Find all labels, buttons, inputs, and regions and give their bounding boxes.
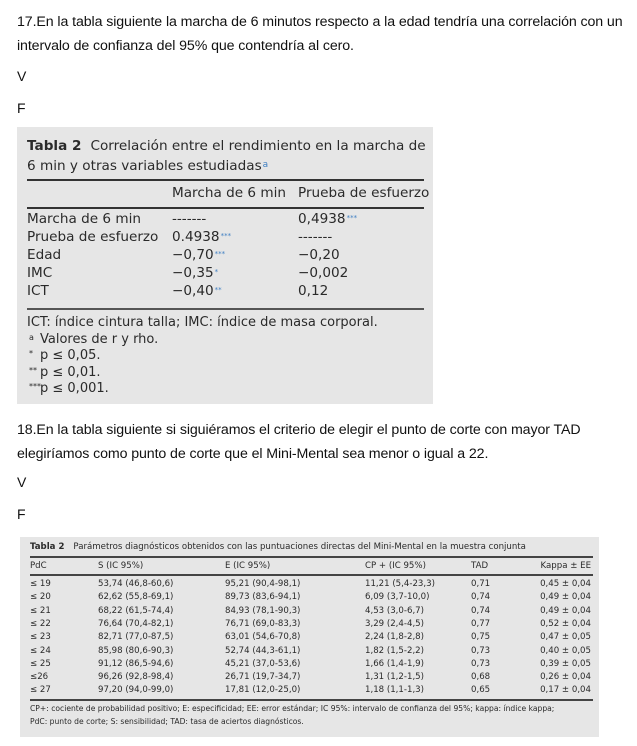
table-cell: 0,52 ± 0,04 bbox=[540, 618, 591, 629]
table-cell: 1,66 (1,4-1,9) bbox=[365, 658, 425, 669]
table-cell: 63,01 (54,6-70,8) bbox=[225, 632, 301, 643]
table-cell: 97,20 (94,0-99,0) bbox=[98, 685, 174, 696]
table-cell: 52,74 (44,3-61,1) bbox=[225, 645, 301, 656]
diagnostic-parameters-table bbox=[20, 537, 599, 737]
table-cell: 0,71 bbox=[471, 579, 491, 589]
table-cell: 0,17 ± 0,04 bbox=[540, 685, 591, 696]
correlation-value bbox=[172, 265, 218, 282]
table-cell: 68,22 (61,5-74,4) bbox=[98, 605, 174, 616]
table-caption bbox=[30, 542, 526, 552]
table-cell: ≤ 19 bbox=[30, 579, 51, 589]
table-title: Parámetros diagnósticos obtenidos con las puntuaciones directas del Mini-Mental en la muestra conjunta bbox=[73, 542, 526, 552]
table-cell: ≤ 25 bbox=[30, 658, 51, 669]
correlation-value bbox=[298, 211, 357, 228]
correlation-value bbox=[298, 229, 333, 246]
significance-mark: *** bbox=[220, 232, 232, 240]
value-text: −0,40 bbox=[172, 283, 214, 299]
table-cell: ≤ 27 bbox=[30, 685, 51, 696]
correlation-value bbox=[172, 229, 231, 246]
value-text: −0,20 bbox=[298, 247, 340, 263]
question-18-option-true[interactable]: V bbox=[17, 474, 27, 490]
table-cell: 91,12 (86,5-94,6) bbox=[98, 658, 174, 669]
table-cell: 0,73 bbox=[471, 645, 491, 656]
table-label: Tabla 2 bbox=[27, 138, 82, 154]
note-text: Valores de r y rho. bbox=[40, 331, 159, 347]
column-header: PdC bbox=[30, 561, 47, 571]
significance-mark: * bbox=[214, 268, 219, 276]
question-17-text: 17.En la tabla siguiente la marcha de 6 minutos respecto a la edad tendría una correlación con un intervalo de confianza del 95% que contendría al cero. bbox=[17, 14, 623, 54]
table-note bbox=[27, 381, 109, 397]
table-cell: 0,39 ± 0,05 bbox=[540, 658, 591, 669]
table-cell: ≤ 20 bbox=[30, 592, 51, 603]
column-header: S (IC 95%) bbox=[98, 561, 144, 571]
table-cell: 82,71 (77,0-87,5) bbox=[98, 632, 174, 643]
significance-mark: *** bbox=[214, 250, 226, 258]
table-cell: 11,21 (5,4-23,3) bbox=[365, 579, 435, 589]
table-footnote: PdC: punto de corte; S: sensibilidad; TAD: tasa de aciertos diagnósticos. bbox=[30, 717, 304, 726]
row-label: IMC bbox=[27, 265, 53, 281]
table-cell: 0,65 bbox=[471, 685, 491, 696]
significance-mark: *** bbox=[346, 214, 358, 222]
table-cell: 45,21 (37,0-53,6) bbox=[225, 658, 301, 669]
table-cell: 95,21 (90,4-98,1) bbox=[225, 579, 301, 589]
table-cell: 6,09 (3,7-10,0) bbox=[365, 592, 430, 603]
note-text: p ≤ 0,01. bbox=[40, 364, 101, 380]
table-cell: 85,98 (80,6-90,3) bbox=[98, 645, 174, 656]
table-cell: 4,53 (3,0-6,7) bbox=[365, 605, 425, 616]
note-mark: * bbox=[29, 349, 33, 358]
table-cell: 0,40 ± 0,05 bbox=[540, 645, 591, 656]
value-text: 0.4938 bbox=[172, 229, 220, 245]
table-cell: ≤ 24 bbox=[30, 645, 51, 656]
table-cell: ≤26 bbox=[30, 672, 49, 683]
table-footnote: CP+: cociente de probabilidad positivo; E: especificidad; EE: error estándar; IC 95%: intervalo de confianza del 95%; kappa: índice kappa; bbox=[30, 704, 555, 713]
column-header: Kappa ± EE bbox=[540, 561, 591, 571]
correlation-value bbox=[172, 283, 222, 300]
table-cell: 1,31 (1,2-1,5) bbox=[365, 672, 425, 683]
column-header: Prueba de esfuerzo bbox=[298, 185, 430, 201]
value-text: ------- bbox=[172, 211, 207, 227]
table-caption bbox=[27, 136, 427, 176]
row-label: Prueba de esfuerzo bbox=[27, 229, 159, 245]
table-cell: 17,81 (12,0-25,0) bbox=[225, 685, 301, 696]
table-cell: 0,74 bbox=[471, 605, 491, 616]
table-row bbox=[20, 646, 599, 657]
question-18-option-false[interactable]: F bbox=[17, 506, 26, 522]
table-cell: 0,74 bbox=[471, 592, 491, 603]
note-mark: a bbox=[29, 332, 34, 342]
value-text: 0,4938 bbox=[298, 211, 346, 227]
table-cell: ≤ 23 bbox=[30, 632, 51, 643]
table-label: Tabla 2 bbox=[30, 542, 65, 552]
correlation-value bbox=[172, 247, 225, 264]
correlation-table bbox=[17, 127, 433, 404]
value-text: −0,35 bbox=[172, 265, 214, 281]
table-cell: 1,18 (1,1-1,3) bbox=[365, 685, 425, 696]
row-label: ICT bbox=[27, 283, 49, 299]
table-cell: 0,68 bbox=[471, 672, 491, 683]
table-cell: 26,71 (19,7-34,7) bbox=[225, 672, 301, 683]
value-text: −0,002 bbox=[298, 265, 349, 281]
note-text: ICT: índice cintura talla; IMC: índice de masa corporal. bbox=[27, 315, 378, 330]
correlation-value bbox=[298, 283, 329, 300]
significance-mark: ** bbox=[214, 286, 222, 294]
note-mark: *** bbox=[29, 382, 41, 391]
question-17-option-false[interactable]: F bbox=[17, 100, 26, 116]
table-title: Correlación entre el rendimiento en la marcha de 6 min y otras variables estudiadas bbox=[27, 138, 426, 174]
table-cell: 2,24 (1,8-2,8) bbox=[365, 632, 425, 643]
table-cell: 0,77 bbox=[471, 618, 491, 629]
value-text: 0,12 bbox=[298, 283, 329, 299]
top-rule bbox=[30, 556, 593, 558]
table-cell: ≤ 21 bbox=[30, 605, 51, 616]
table-row bbox=[20, 685, 599, 696]
table-cell: 76,64 (70,4-82,1) bbox=[98, 618, 174, 629]
table-cell: 0,45 ± 0,04 bbox=[540, 579, 591, 589]
question-18-text: 18.En la tabla siguiente si siguiéramos el criterio de elegir el punto de corte con mayor TAD elegiríamos como punto de corte que el Mini-Mental sea menor o igual a 22. bbox=[17, 422, 581, 462]
table-cell: 1,82 (1,5-2,2) bbox=[365, 645, 425, 656]
table-cell: 0,49 ± 0,04 bbox=[540, 592, 591, 603]
header-rule bbox=[27, 207, 424, 209]
table-cell: 0,47 ± 0,05 bbox=[540, 632, 591, 643]
table-cell: 0,49 ± 0,04 bbox=[540, 605, 591, 616]
bottom-rule bbox=[27, 308, 424, 310]
bottom-rule bbox=[30, 699, 593, 701]
table-row bbox=[20, 619, 599, 630]
row-label: Edad bbox=[27, 247, 62, 263]
table-cell: ≤ 22 bbox=[30, 618, 51, 629]
table-row bbox=[20, 579, 599, 590]
correlation-value bbox=[172, 211, 207, 228]
table-row bbox=[20, 672, 599, 683]
note-text: p ≤ 0,05. bbox=[40, 348, 101, 363]
table-note bbox=[27, 332, 158, 348]
table-row bbox=[20, 659, 599, 670]
table-cell: 84,93 (78,1-90,3) bbox=[225, 605, 301, 616]
table-cell: 3,29 (2,4-4,5) bbox=[365, 618, 425, 629]
correlation-value bbox=[298, 247, 341, 264]
table-cell: 0,75 bbox=[471, 632, 491, 643]
column-header: Marcha de 6 min bbox=[172, 185, 287, 201]
header-rule bbox=[30, 574, 593, 576]
table-row bbox=[20, 606, 599, 617]
value-text: ------- bbox=[298, 229, 333, 245]
column-header: E (IC 95%) bbox=[225, 561, 271, 571]
table-cell: 0,73 bbox=[471, 658, 491, 669]
correlation-value bbox=[298, 265, 349, 282]
table-cell: 96,26 (92,8-98,4) bbox=[98, 672, 174, 683]
column-header: CP + (IC 95%) bbox=[365, 561, 426, 571]
value-text: −0,70 bbox=[172, 247, 214, 263]
table-cell: 62,62 (55,8-69,1) bbox=[98, 592, 174, 603]
column-header: TAD bbox=[471, 561, 489, 571]
table-row bbox=[20, 592, 599, 603]
table-cell: 89,73 (83,6-94,1) bbox=[225, 592, 301, 603]
table-note bbox=[27, 315, 378, 331]
question-17-option-true[interactable]: V bbox=[17, 68, 27, 84]
table-cell: 0,26 ± 0,04 bbox=[540, 672, 591, 683]
title-footnote-mark: a bbox=[262, 160, 269, 170]
top-rule bbox=[27, 179, 424, 181]
table-cell: 76,71 (69,0-83,3) bbox=[225, 618, 301, 629]
table-row bbox=[20, 632, 599, 643]
note-text: p ≤ 0,001. bbox=[40, 381, 109, 396]
table-cell: 53,74 (46,8-60,6) bbox=[98, 579, 174, 589]
row-label: Marcha de 6 min bbox=[27, 211, 142, 227]
note-mark: ** bbox=[29, 365, 37, 375]
